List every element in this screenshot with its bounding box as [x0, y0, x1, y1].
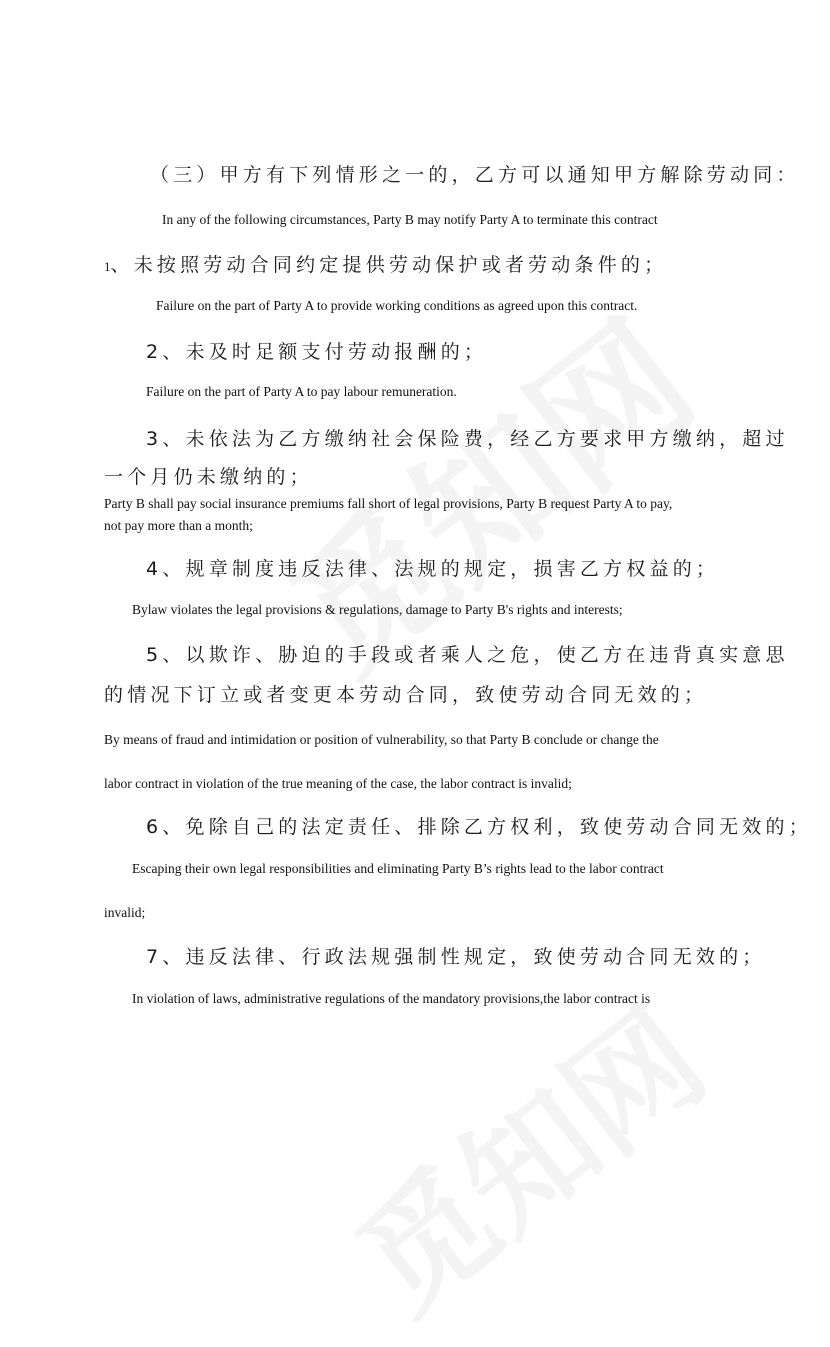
item-1-number: 1 [104, 259, 111, 274]
item-5-zh-line-2: 的情况下订立或者变更本劳动合同，致使劳动合同无效的； [104, 684, 708, 706]
section-heading-en: In any of the following circumstances, Party B may notify Party A to terminate this contract [162, 212, 658, 227]
item-3-zh-line-2: 一个月仍未缴纳的； [104, 466, 313, 488]
item-3-en-line-1: Party B shall pay social insurance premiums fall short of legal provisions, Party B request Party A to pay, [104, 496, 673, 511]
item-6-zh: 6、免除自己的法定责任、排除乙方权利，致使劳动合同无效的； [146, 816, 812, 838]
item-1-en: Failure on the part of Party A to provide working conditions as agreed upon this contract. [156, 298, 638, 313]
item-3-en-line-2: not pay more than a month; [104, 518, 253, 533]
item-3-zh-line-1: 3、未依法为乙方缴纳社会保险费，经乙方要求甲方缴纳，超过 [146, 428, 789, 450]
item-7-zh: 7、违反法律、行政法规强制性规定，致使劳动合同无效的； [146, 946, 766, 968]
item-5-zh-line-1: 5、以欺诈、胁迫的手段或者乘人之危，使乙方在违背真实意思 [146, 644, 789, 666]
item-1-text: 、未按照劳动合同约定提供劳动保护或者劳动条件的； [110, 254, 668, 276]
item-4-en: Bylaw violates the legal provisions & regulations, damage to Party B's rights and interests; [132, 602, 623, 617]
item-1-zh [104, 250, 667, 277]
item-6-en-line-1: Escaping their own legal responsibilities and eliminating Party B’s rights lead to the labor contract [132, 861, 664, 876]
item-5-en-line-2: labor contract in violation of the true meaning of the case, the labor contract is invalid; [104, 776, 572, 791]
section-heading-zh: （三）甲方有下列情形之一的，乙方可以通知甲方解除劳动同： [150, 164, 800, 186]
item-2-zh: 2、未及时足额支付劳动报酬的； [146, 341, 488, 363]
item-7-en: In violation of laws, administrative regulations of the mandatory provisions,the labor contract is [132, 991, 651, 1006]
item-2-en: Failure on the part of Party A to pay labour remuneration. [146, 384, 457, 399]
item-6-en-line-2: invalid; [104, 905, 146, 920]
watermark-bottom [314, 960, 736, 1347]
item-5-en-line-1: By means of fraud and intimidation or position of vulnerability, so that Party B conclude or change the [104, 732, 659, 747]
item-4-zh: 4、规章制度违反法律、法规的规定，损害乙方权益的； [146, 558, 720, 580]
